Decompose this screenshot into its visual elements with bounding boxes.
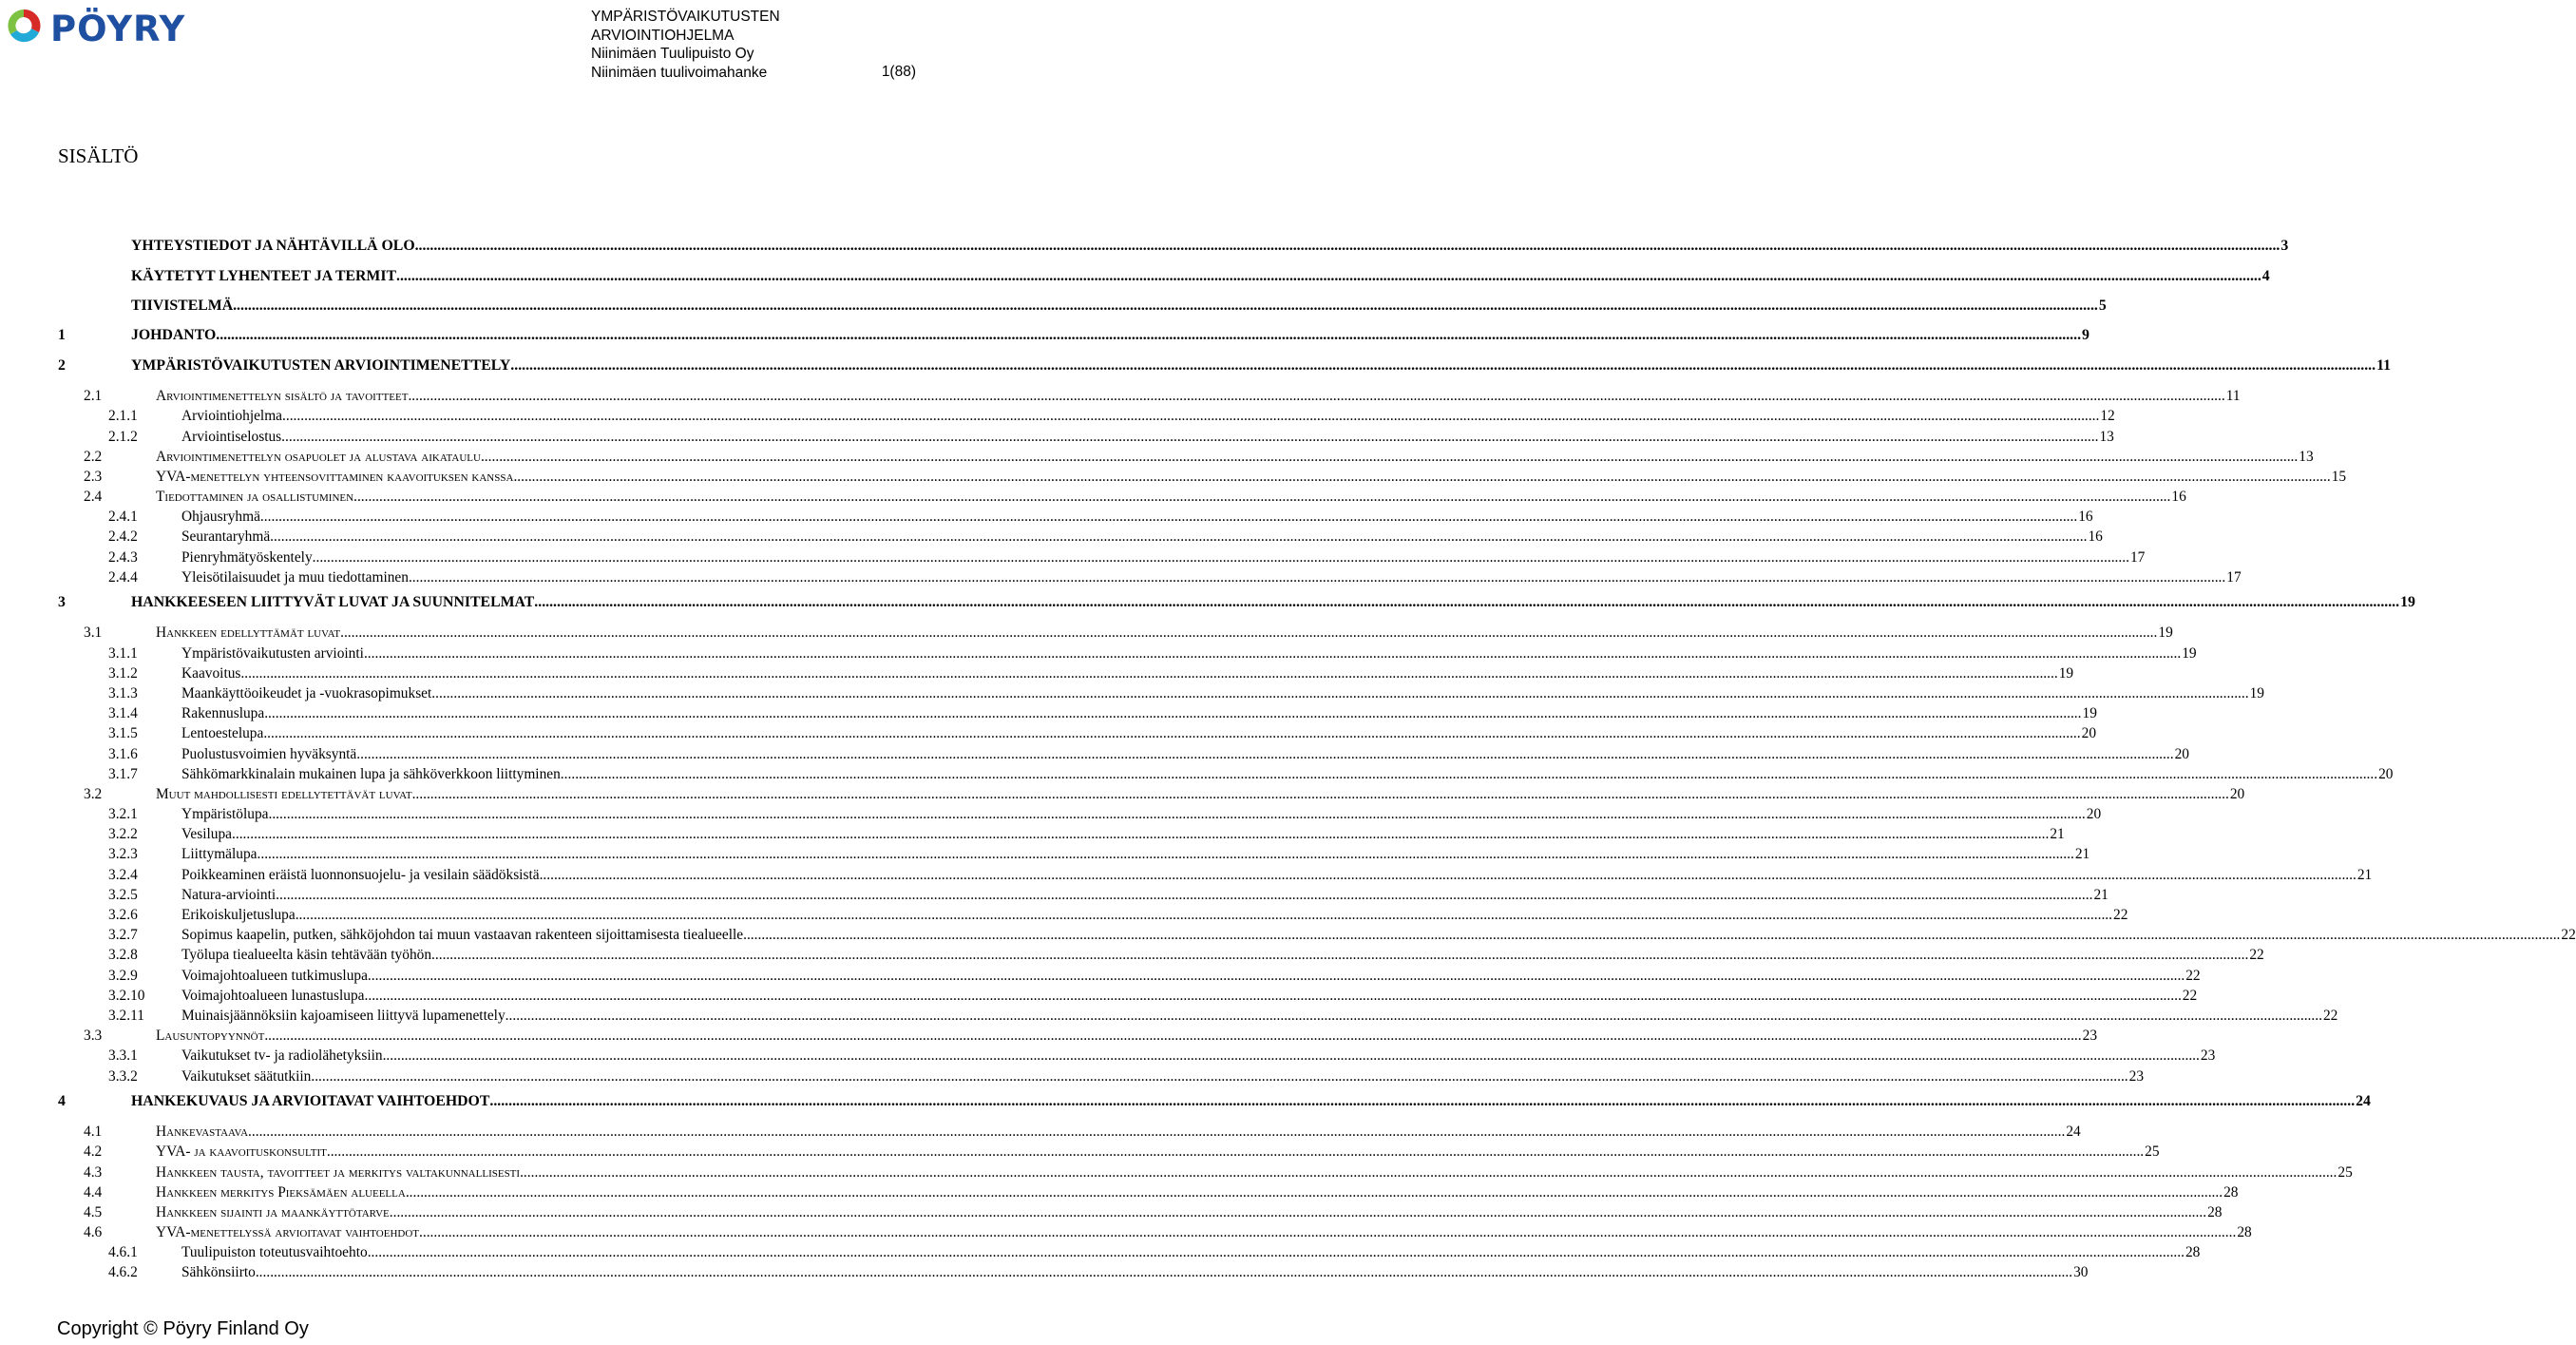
toc-entry-title: HANKEKUVAUS JA ARVIOITAVAT VAIHTOEHDOT	[131, 1092, 490, 1109]
header-line-4: Niinimäen tuulivoimahanke	[591, 64, 768, 81]
toc-entry-number: 1	[58, 327, 66, 344]
toc-entry-title: Rakennuslupa	[181, 705, 265, 722]
toc-entry-title: Arviointimenettelyn osapuolet ja alustava aikataulu	[156, 448, 481, 465]
toc-entry-line	[181, 427, 2114, 447]
table-of-contents	[58, 231, 2576, 1283]
toc-entry-page: 17	[2226, 568, 2242, 586]
toc-entry-number: 3.2.7	[108, 927, 138, 944]
toc-entry-line	[181, 905, 2128, 925]
toc-entry-line	[156, 1026, 2098, 1046]
toc-dot-leader	[216, 320, 2081, 350]
toc-entry[interactable]	[58, 351, 2391, 380]
toc-entry-line	[181, 723, 2097, 743]
toc-entry-title: KÄYTETYT LYHENTEET JA TERMIT	[131, 267, 397, 284]
toc-entry-page: 23	[2128, 1067, 2145, 1085]
toc-entry-title: Hankevastaava	[156, 1124, 249, 1141]
toc-entry[interactable]	[58, 824, 2065, 844]
toc-entry-title: TIIVISTELMÄ	[131, 297, 234, 314]
toc-entry[interactable]	[58, 1242, 2201, 1262]
toc-entry-page: 21	[2093, 886, 2109, 903]
toc-entry[interactable]	[58, 1262, 2089, 1282]
toc-entry-page: 28	[2185, 1244, 2201, 1261]
toc-entry[interactable]	[58, 291, 2107, 320]
toc-entry-number: 2.4.4	[108, 568, 138, 586]
toc-dot-leader	[353, 487, 2170, 507]
toc-entry-title: Poikkeaminen eräistä luonnonsuojelu- ja vesilain säädöksistä	[181, 866, 540, 883]
toc-entry-line	[181, 703, 2097, 723]
toc-entry-page: 24	[2356, 1092, 2371, 1109]
toc-entry-number: 2.1.2	[108, 428, 138, 445]
toc-dot-leader	[282, 406, 2099, 426]
toc-dot-leader	[276, 885, 2092, 905]
toc-entry-number: 2.4.3	[108, 548, 138, 566]
toc-entry-page: 13	[2299, 448, 2314, 465]
toc-entry-page: 16	[2171, 489, 2186, 506]
toc-entry-page: 19	[2182, 644, 2197, 662]
toc-entry-page: 20	[2174, 745, 2189, 762]
toc-entry-page: 21	[2050, 826, 2065, 843]
toc-entry-line	[181, 824, 2065, 844]
toc-entry[interactable]	[58, 447, 2314, 467]
toc-entry-title: Liittymälupa	[181, 846, 258, 863]
toc-dot-leader	[390, 1202, 2206, 1222]
toc-entry-title: Sähkönsiirto	[181, 1264, 256, 1281]
toc-entry-line	[156, 784, 2245, 804]
toc-entry[interactable]	[58, 683, 2264, 703]
toc-entry-title: Kaavoitus	[181, 664, 241, 682]
toc-entry[interactable]	[58, 1182, 2239, 1202]
toc-entry-line	[156, 1142, 2160, 1162]
toc-entry-page: 20	[2081, 725, 2097, 742]
toc-dot-leader	[263, 723, 2080, 743]
toc-entry-page: 3	[2280, 238, 2289, 254]
toc-entry-line	[181, 844, 2090, 864]
toc-entry[interactable]	[58, 587, 2415, 617]
toc-entry-number: 3.2.11	[108, 1007, 144, 1024]
toc-entry-number: 3.3.2	[108, 1067, 138, 1085]
toc-entry-title: Tiedottaminen ja osallistuminen	[156, 489, 354, 506]
toc-entry-line	[181, 945, 2264, 965]
toc-entry-line	[181, 1066, 2145, 1086]
toc-entry-title: Erikoiskuljetuslupa	[181, 907, 296, 924]
toc-entry-title: Hankkeen merkitys Pieksämäen alueella	[156, 1183, 406, 1201]
toc-entry-page: 19	[2400, 594, 2415, 611]
toc-entry[interactable]	[58, 966, 2201, 986]
toc-entry[interactable]	[58, 386, 2241, 406]
toc-entry[interactable]	[58, 1046, 2216, 1066]
toc-entry[interactable]	[58, 1066, 2145, 1086]
toc-entry-line	[156, 1202, 2223, 1222]
copyright-footer: Copyright © Pöyry Finland Oy	[57, 1318, 309, 1339]
toc-entry-title: Lentoestelupa	[181, 725, 264, 742]
toc-entry[interactable]	[58, 623, 2173, 643]
toc-entry-line	[156, 487, 2186, 507]
toc-entry[interactable]	[58, 487, 2186, 507]
toc-entry-line	[156, 1162, 2353, 1182]
toc-entry-line	[181, 744, 2189, 764]
toc-entry-number: 4.3	[84, 1163, 103, 1181]
toc-dot-leader	[356, 744, 2173, 764]
toc-entry-title: Hankkeen sijainti ja maankäyttötarve	[156, 1203, 390, 1220]
toc-entry-title: Lausuntopyynnöt	[156, 1028, 265, 1045]
toc-entry[interactable]	[58, 507, 2093, 527]
toc-entry-number: 3.1.2	[108, 664, 138, 682]
toc-dot-leader	[534, 587, 2399, 617]
toc-entry-number: 3.3.1	[108, 1047, 138, 1065]
toc-entry-title: Sopimus kaapelin, putken, sähköjohdon tai muun vastaavan rakenteen sijoittamisesta tiealueelle	[181, 927, 744, 944]
toc-entry-number: 4.1	[84, 1124, 103, 1141]
toc-dot-leader	[561, 764, 2377, 784]
toc-entry-number: 3.2.9	[108, 967, 138, 984]
toc-dot-leader	[264, 703, 2081, 723]
toc-entry-page: 22	[2249, 947, 2264, 964]
toc-dot-leader	[520, 1162, 2337, 1182]
toc-entry[interactable]	[58, 1026, 2098, 1046]
toc-entry-number: 3.2.5	[108, 886, 138, 903]
toc-dot-leader	[232, 824, 2049, 844]
toc-dot-leader	[311, 1066, 2128, 1086]
toc-entry-line	[131, 1086, 2371, 1116]
toc-entry-page: 25	[2337, 1163, 2353, 1181]
toc-entry-number: 4.6.2	[108, 1264, 138, 1281]
toc-dot-leader	[419, 1222, 2236, 1242]
toc-entry-title: Ympäristölupa	[181, 806, 269, 823]
toc-entry-number: 2	[58, 356, 66, 374]
toc-entry-page: 17	[2129, 548, 2146, 566]
toc-entry-title: Puolustusvoimien hyväksyntä	[181, 745, 357, 762]
toc-entry-line	[131, 587, 2415, 617]
toc-entry-line	[156, 1122, 2081, 1142]
toc-entry[interactable]	[58, 231, 2289, 261]
logo-wordmark: PÖYRY	[50, 9, 186, 49]
toc-entry-line	[181, 1262, 2089, 1282]
toc-entry-title: Muinaisjäännöksiin kajoamiseen liittyvä lupamenettely	[181, 1007, 506, 1024]
toc-entry-line	[131, 351, 2391, 380]
toc-entry-number: 3.1.4	[108, 705, 138, 722]
toc-entry-page: 28	[2237, 1224, 2252, 1241]
toc-entry-page: 23	[2200, 1047, 2216, 1065]
toc-entry-number: 4.5	[84, 1203, 103, 1220]
toc-entry-page: 4	[2261, 267, 2270, 284]
toc-entry[interactable]	[58, 1162, 2353, 1182]
toc-entry-line	[156, 447, 2314, 467]
toc-dot-leader	[240, 663, 2057, 683]
toc-entry-title: Sähkömarkkinalain mukainen lupa ja sähköverkkoon liittyminen	[181, 765, 561, 782]
toc-entry-line	[181, 507, 2093, 527]
toc-entry-title: YVA-menettelyssä arvioitavat vaihtoehdot	[156, 1224, 420, 1241]
toc-entry-number: 3.2.6	[108, 907, 138, 924]
toc-entry-number: 3.1.3	[108, 684, 138, 701]
toc-entry[interactable]	[58, 1202, 2223, 1222]
toc-entry-number: 3.3	[84, 1028, 103, 1045]
toc-entry-line	[131, 320, 2089, 350]
toc-entry[interactable]	[58, 1086, 2371, 1116]
toc-dot-leader	[248, 1122, 2065, 1142]
toc-entry-page: 12	[2100, 408, 2115, 425]
toc-entry-title: Voimajohtoalueen lunastuslupa	[181, 987, 365, 1004]
toc-entry[interactable]	[58, 905, 2128, 925]
toc-entry-title: Vaikutukset säätutkiin	[181, 1067, 312, 1085]
toc-entry-title: Arviointimenettelyn sisältö ja tavoitteet	[156, 388, 409, 405]
toc-dot-leader	[412, 784, 2229, 804]
toc-dot-leader	[431, 945, 2248, 965]
toc-entry[interactable]	[58, 703, 2097, 723]
toc-entry-number: 3.2.3	[108, 846, 138, 863]
document-header	[591, 8, 916, 82]
toc-entry-number: 3.2.10	[108, 987, 145, 1004]
toc-entry-page: 11	[2225, 388, 2241, 405]
toc-dot-leader	[406, 1182, 2223, 1202]
toc-entry-page: 22	[2185, 967, 2201, 984]
toc-entry-number: 4.4	[84, 1183, 103, 1201]
toc-entry[interactable]	[58, 663, 2074, 683]
toc-entry[interactable]	[58, 527, 2103, 547]
toc-entry-line	[156, 386, 2241, 406]
toc-entry[interactable]	[58, 567, 2242, 587]
toc-entry[interactable]	[58, 764, 2394, 784]
toc-entry-page: 28	[2207, 1203, 2223, 1220]
toc-entry-page: 20	[2229, 785, 2245, 802]
toc-dot-leader	[743, 925, 2560, 945]
toc-entry-page: 21	[2074, 846, 2090, 863]
toc-entry-line	[181, 966, 2201, 986]
toc-entry[interactable]	[58, 986, 2198, 1006]
toc-entry[interactable]	[58, 723, 2097, 743]
toc-dot-leader	[296, 905, 2112, 925]
toc-entry-page: 15	[2331, 468, 2347, 485]
toc-entry-line	[131, 291, 2107, 320]
toc-entry-title: Vaikutukset tv- ja radiolähetyksiin	[181, 1047, 383, 1065]
toc-entry-page: 16	[2078, 509, 2093, 526]
toc-entry-number: 2.1.1	[108, 408, 138, 425]
toc-entry-page: 11	[2376, 356, 2391, 374]
toc-entry-line	[181, 548, 2146, 567]
toc-entry-page: 5	[2098, 297, 2107, 314]
toc-entry[interactable]	[58, 885, 2109, 905]
toc-entry-number: 3.2.4	[108, 866, 138, 883]
logo-swirl-green	[8, 10, 24, 34]
toc-entry-page: 28	[2223, 1183, 2239, 1201]
toc-entry-number: 3.2.2	[108, 826, 138, 843]
toc-entry[interactable]	[58, 945, 2264, 965]
toc-entry-page: 24	[2066, 1124, 2081, 1141]
toc-entry-page: 22	[2182, 987, 2198, 1004]
toc-entry[interactable]	[58, 320, 2089, 350]
toc-entry-page: 22	[2113, 907, 2128, 924]
poyry-logo	[3, 4, 240, 48]
toc-entry-number: 3.1.1	[108, 644, 138, 662]
toc-entry[interactable]	[58, 1122, 2081, 1142]
toc-entry-number: 3.1.6	[108, 745, 138, 762]
toc-entry-page: 20	[2086, 806, 2102, 823]
toc-entry-title: YHTEYSTIEDOT JA NÄHTÄVILLÄ OLO	[131, 238, 415, 254]
toc-dot-leader	[489, 1086, 2355, 1116]
toc-entry-line	[181, 925, 2576, 945]
toc-dot-leader	[415, 231, 2280, 260]
toc-entry-line	[156, 1182, 2239, 1202]
toc-entry-line	[181, 885, 2109, 905]
toc-entry-number: 4.6	[84, 1224, 103, 1241]
toc-entry[interactable]	[58, 467, 2347, 487]
toc-entry-line	[181, 406, 2115, 426]
toc-entry-line	[181, 1242, 2201, 1262]
toc-entry-title: Ympäristövaikutusten arviointi	[181, 644, 364, 662]
toc-entry-title: Arviointiohjelma	[181, 408, 283, 425]
toc-entry[interactable]	[58, 844, 2090, 864]
toc-entry-title: YVA- ja kaavoituskonsultit	[156, 1143, 327, 1161]
toc-entry-page: 23	[2082, 1028, 2098, 1045]
toc-dot-leader	[540, 865, 2357, 885]
toc-entry-page: 22	[2561, 927, 2576, 944]
toc-entry-page: 22	[2322, 1007, 2338, 1024]
toc-entry[interactable]	[58, 644, 2197, 663]
toc-entry-title: Hankkeen edellyttämät luvat	[156, 624, 341, 642]
toc-entry-title: Ohjausryhmä	[181, 509, 260, 526]
toc-dot-leader	[233, 291, 2098, 320]
toc-entry-title: YVA-menettelyn yhteensovittaminen kaavoituksen kanssa	[156, 468, 514, 485]
toc-dot-leader	[365, 986, 2182, 1006]
toc-entry-number: 3.1.7	[108, 765, 138, 782]
toc-entry-line	[181, 644, 2197, 663]
toc-entry[interactable]	[58, 1222, 2252, 1242]
toc-entry-page: 16	[2088, 528, 2103, 546]
toc-dot-leader	[506, 1006, 2322, 1026]
toc-entry-page: 19	[2249, 684, 2264, 701]
toc-entry-page: 20	[2378, 765, 2394, 782]
toc-entry-number: 2.3	[84, 468, 103, 485]
toc-entry[interactable]	[58, 261, 2270, 291]
toc-entry[interactable]	[58, 804, 2102, 824]
toc-entry-number: 2.1	[84, 388, 103, 405]
toc-entry-number: 2.2	[84, 448, 103, 465]
toc-entry[interactable]	[58, 548, 2146, 567]
toc-entry-title: Seurantaryhmä	[181, 528, 271, 546]
toc-dot-leader	[383, 1046, 2200, 1066]
toc-dot-leader	[364, 644, 2181, 663]
toc-entry-page: 21	[2357, 866, 2373, 883]
toc-entry-number: 3.1.5	[108, 725, 138, 742]
toc-entry-line	[181, 567, 2242, 587]
toc-dot-leader	[313, 548, 2129, 567]
toc-entry-number: 2.4	[84, 489, 103, 506]
toc-entry-number: 2.4.1	[108, 509, 138, 526]
toc-entry-page: 19	[2058, 664, 2074, 682]
toc-dot-leader	[396, 261, 2261, 291]
toc-dot-leader	[260, 507, 2077, 527]
toc-entry-number: 3.1	[84, 624, 103, 642]
toc-dot-leader	[281, 427, 2098, 447]
page-number: 1(88)	[881, 64, 916, 80]
toc-entry-title: Pienryhmätyöskentely	[181, 548, 313, 566]
toc-entry-title: YMPÄRISTÖVAIKUTUSTEN ARVIOINTIMENETTELY	[131, 356, 511, 374]
toc-entry-line	[181, 683, 2264, 703]
toc-entry-number: 3.2.8	[108, 947, 138, 964]
toc-entry-line	[181, 1006, 2338, 1026]
toc-entry-page: 9	[2082, 327, 2089, 344]
toc-entry-line	[181, 527, 2103, 547]
toc-entry-line	[156, 623, 2173, 643]
toc-entry-number: 3.2	[84, 785, 103, 802]
toc-dot-leader	[270, 527, 2087, 547]
toc-entry-page: 25	[2145, 1143, 2160, 1161]
toc-dot-leader	[258, 844, 2074, 864]
toc-dot-leader	[340, 623, 2157, 643]
toc-entry[interactable]	[58, 1142, 2160, 1162]
toc-entry[interactable]	[58, 744, 2189, 764]
toc-entry[interactable]	[58, 1006, 2338, 1026]
toc-dot-leader	[408, 386, 2224, 406]
header-line-2: ARVIOINTIOHJELMA	[591, 27, 735, 44]
toc-dot-leader	[368, 1242, 2185, 1262]
toc-dot-leader	[256, 1262, 2072, 1282]
toc-dot-leader	[264, 1026, 2081, 1046]
toc-title: SISÄLTÖ	[58, 144, 139, 167]
toc-entry-number: 3	[58, 594, 66, 611]
toc-entry-title: HANKKEESEEN LIITTYVÄT LUVAT JA SUUNNITELMAT	[131, 594, 535, 611]
toc-entry-page: 13	[2099, 428, 2114, 445]
toc-dot-leader	[510, 351, 2376, 380]
toc-dot-leader	[327, 1142, 2144, 1162]
toc-entry-line	[131, 231, 2289, 260]
header-line-3: Niinimäen Tuulipuisto Oy	[591, 46, 754, 62]
toc-entry[interactable]	[58, 427, 2114, 447]
toc-entry-line	[181, 865, 2373, 885]
toc-entry-title: Tuulipuiston toteutusvaihtoehto	[181, 1244, 368, 1261]
toc-dot-leader	[409, 567, 2225, 587]
header-line-1: YMPÄRISTÖVAIKUTUSTEN	[591, 9, 780, 25]
toc-entry-title: Vesilupa	[181, 826, 233, 843]
toc-entry-title: Yleisötilaisuudet ja muu tiedottaminen	[181, 568, 409, 586]
toc-entry-line	[181, 1046, 2216, 1066]
toc-entry-line	[181, 764, 2394, 784]
toc-dot-leader	[268, 804, 2085, 824]
toc-entry-line	[156, 467, 2347, 487]
toc-dot-leader	[513, 467, 2330, 487]
toc-dot-leader	[481, 447, 2298, 467]
toc-entry[interactable]	[58, 784, 2245, 804]
toc-entry-line	[131, 261, 2270, 291]
toc-entry[interactable]	[58, 925, 2576, 945]
toc-entry-number: 3.2.1	[108, 806, 138, 823]
toc-entry-title: Maankäyttöoikeudet ja -vuokrasopimukset	[181, 684, 432, 701]
toc-entry-line	[156, 1222, 2252, 1242]
toc-entry[interactable]	[58, 865, 2373, 885]
toc-dot-leader	[368, 966, 2185, 986]
toc-entry-page: 19	[2158, 624, 2173, 642]
toc-entry-title: Voimajohtoalueen tutkimuslupa	[181, 967, 368, 984]
toc-dot-leader	[431, 683, 2248, 703]
toc-entry-line	[181, 804, 2102, 824]
toc-entry-title: Hankkeen tausta, tavoitteet ja merkitys valtakunnallisesti	[156, 1163, 521, 1181]
toc-entry-title: Työlupa tiealueelta käsin tehtävään työhön	[181, 947, 432, 964]
toc-entry-number: 4	[58, 1092, 66, 1109]
toc-entry-line	[181, 986, 2198, 1006]
toc-entry-line	[181, 663, 2074, 683]
toc-entry-page: 19	[2082, 705, 2097, 722]
toc-entry-number: 4.6.1	[108, 1244, 138, 1261]
toc-entry-title: Arviointiselostus	[181, 428, 282, 445]
toc-entry-page: 30	[2073, 1264, 2089, 1281]
toc-entry-number: 2.4.2	[108, 528, 138, 546]
toc-entry-title: Muut mahdollisesti edellytettävät luvat	[156, 785, 412, 802]
toc-entry-title: JOHDANTO	[131, 327, 217, 344]
toc-entry[interactable]	[58, 406, 2115, 426]
toc-entry-title: Natura-arviointi	[181, 886, 277, 903]
toc-entry-number: 4.2	[84, 1143, 103, 1161]
